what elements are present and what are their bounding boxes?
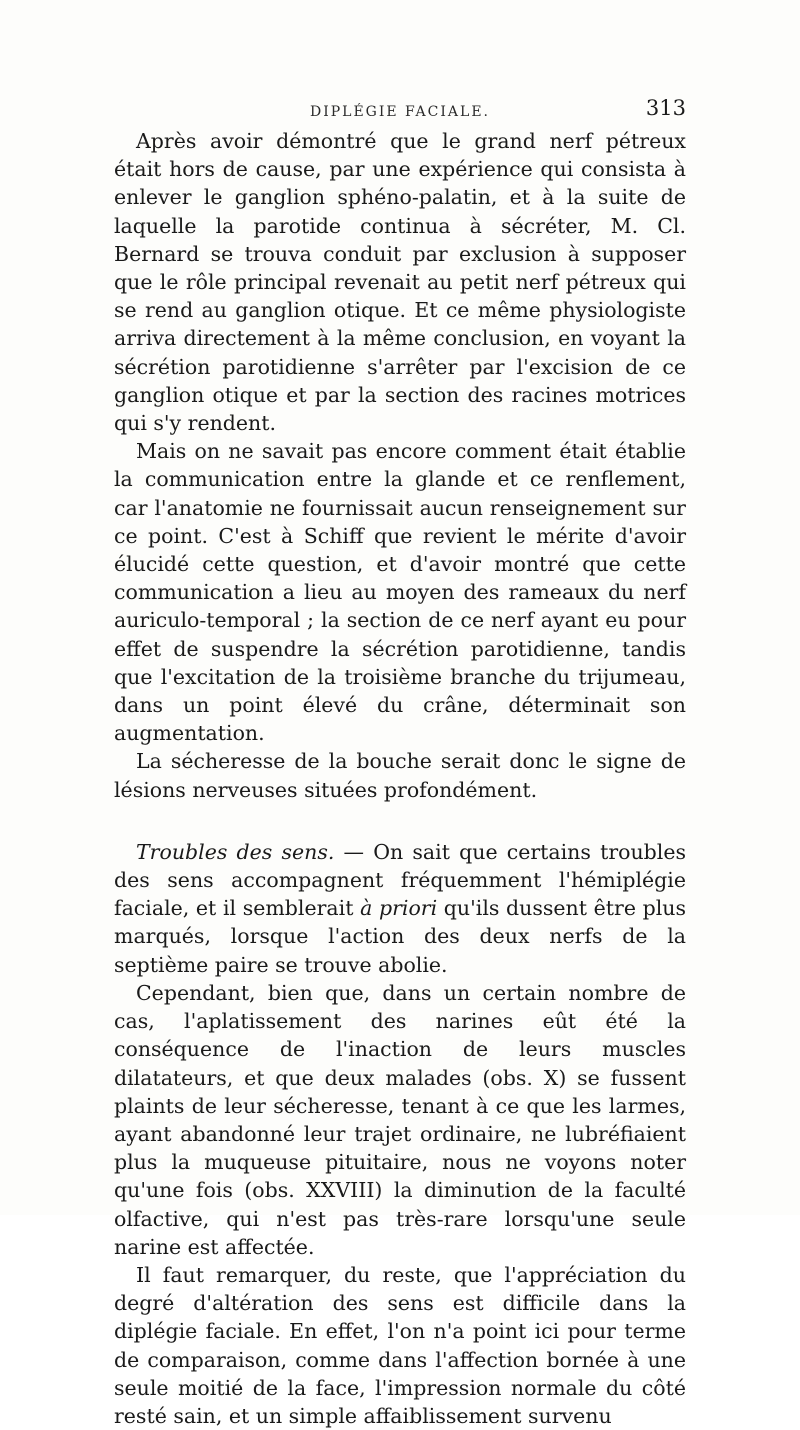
paragraph-text: qu'ils dussent être plus marqués, lorsque l'action des deux nerfs de la septième paire se trouve abolie. bbox=[114, 896, 687, 977]
section-title: Troubles des sens. bbox=[136, 839, 335, 864]
paragraph-text: On sait que certains troubles des sens accompagnent fréquemment l'hémiplégie faciale, et il semblerait bbox=[114, 839, 686, 921]
section-gap bbox=[114, 804, 686, 838]
section-dash: — bbox=[334, 839, 374, 864]
italic-phrase: à priori bbox=[360, 896, 438, 921]
paragraph: La sécheresse de la bouche serait donc le signe de lésions nerveuses situées profondément. bbox=[114, 749, 686, 802]
paragraph: Après avoir démontré que le grand nerf pétreux était hors de cause, par une expérience qui consista à enlever le ganglion sphéno-palatin, et à la suite de laquelle la parotide continua à sécréter, M. Cl. Bernard se trouva conduit par exclusion à supposer que le rôle principal revenait au petit nerf pétreux qui se rend au ganglion otique. Et ce même physiologiste arriva directement à la même conclusion, en voyant la sécrétion parotidienne s'arrêter par l'excision de ce ganglion otique et par la section des racines motrices qui s'y rendent. bbox=[114, 129, 686, 436]
section-paragraph bbox=[114, 838, 686, 979]
running-head: DIPLÉGIE FACIALE. bbox=[309, 104, 490, 120]
body-text bbox=[114, 127, 686, 1430]
page-number: 313 bbox=[645, 96, 686, 120]
paragraph: Il faut remarquer, du reste, que l'appréciation du degré d'altération des sens est difficile dans la diplégie faciale. En effet, l'on n'a point ici pour terme de comparaison, comme dans l'affection bornée à une seule moitié de la face, l'impression normale du côté resté sain, et un simple affaiblissement survenu bbox=[114, 1262, 686, 1428]
paragraph: Mais on ne savait pas encore comment était établie la communication entre la glande et ce renflement, car l'anatomie ne fournissait aucun renseignement sur ce point. C'est à Schiff que revient le mérite d'avoir élucidé cette question, et d'avoir montré que cette communication a lieu au moyen des rameaux du nerf auriculo-temporal ; la section de ce nerf ayant eu pour effet de suspendre la sécrétion parotidienne, tandis que l'excitation de la troisième branche du trijumeau, dans un point élevé du crâne, déterminait son augmentation. bbox=[114, 439, 686, 746]
paragraph: Cependant, bien que, dans un certain nombre de cas, l'aplatissement des narines eût été la conséquence de l'inaction de leurs muscles dilatateurs, et que deux malades (obs. X) se fussent plaints de leur sécheresse, tenant à ce que les larmes, ayant abandonné leur trajet ordinaire, ne lubréfiaient plus la muqueuse pituitaire, nous ne voyons noter qu'une fois (obs. XXVIII) la diminution de la faculté olfactive, qui n'est pas très-rare lorsqu'une seule narine est affectée. bbox=[114, 980, 686, 1259]
page-header bbox=[114, 96, 686, 126]
